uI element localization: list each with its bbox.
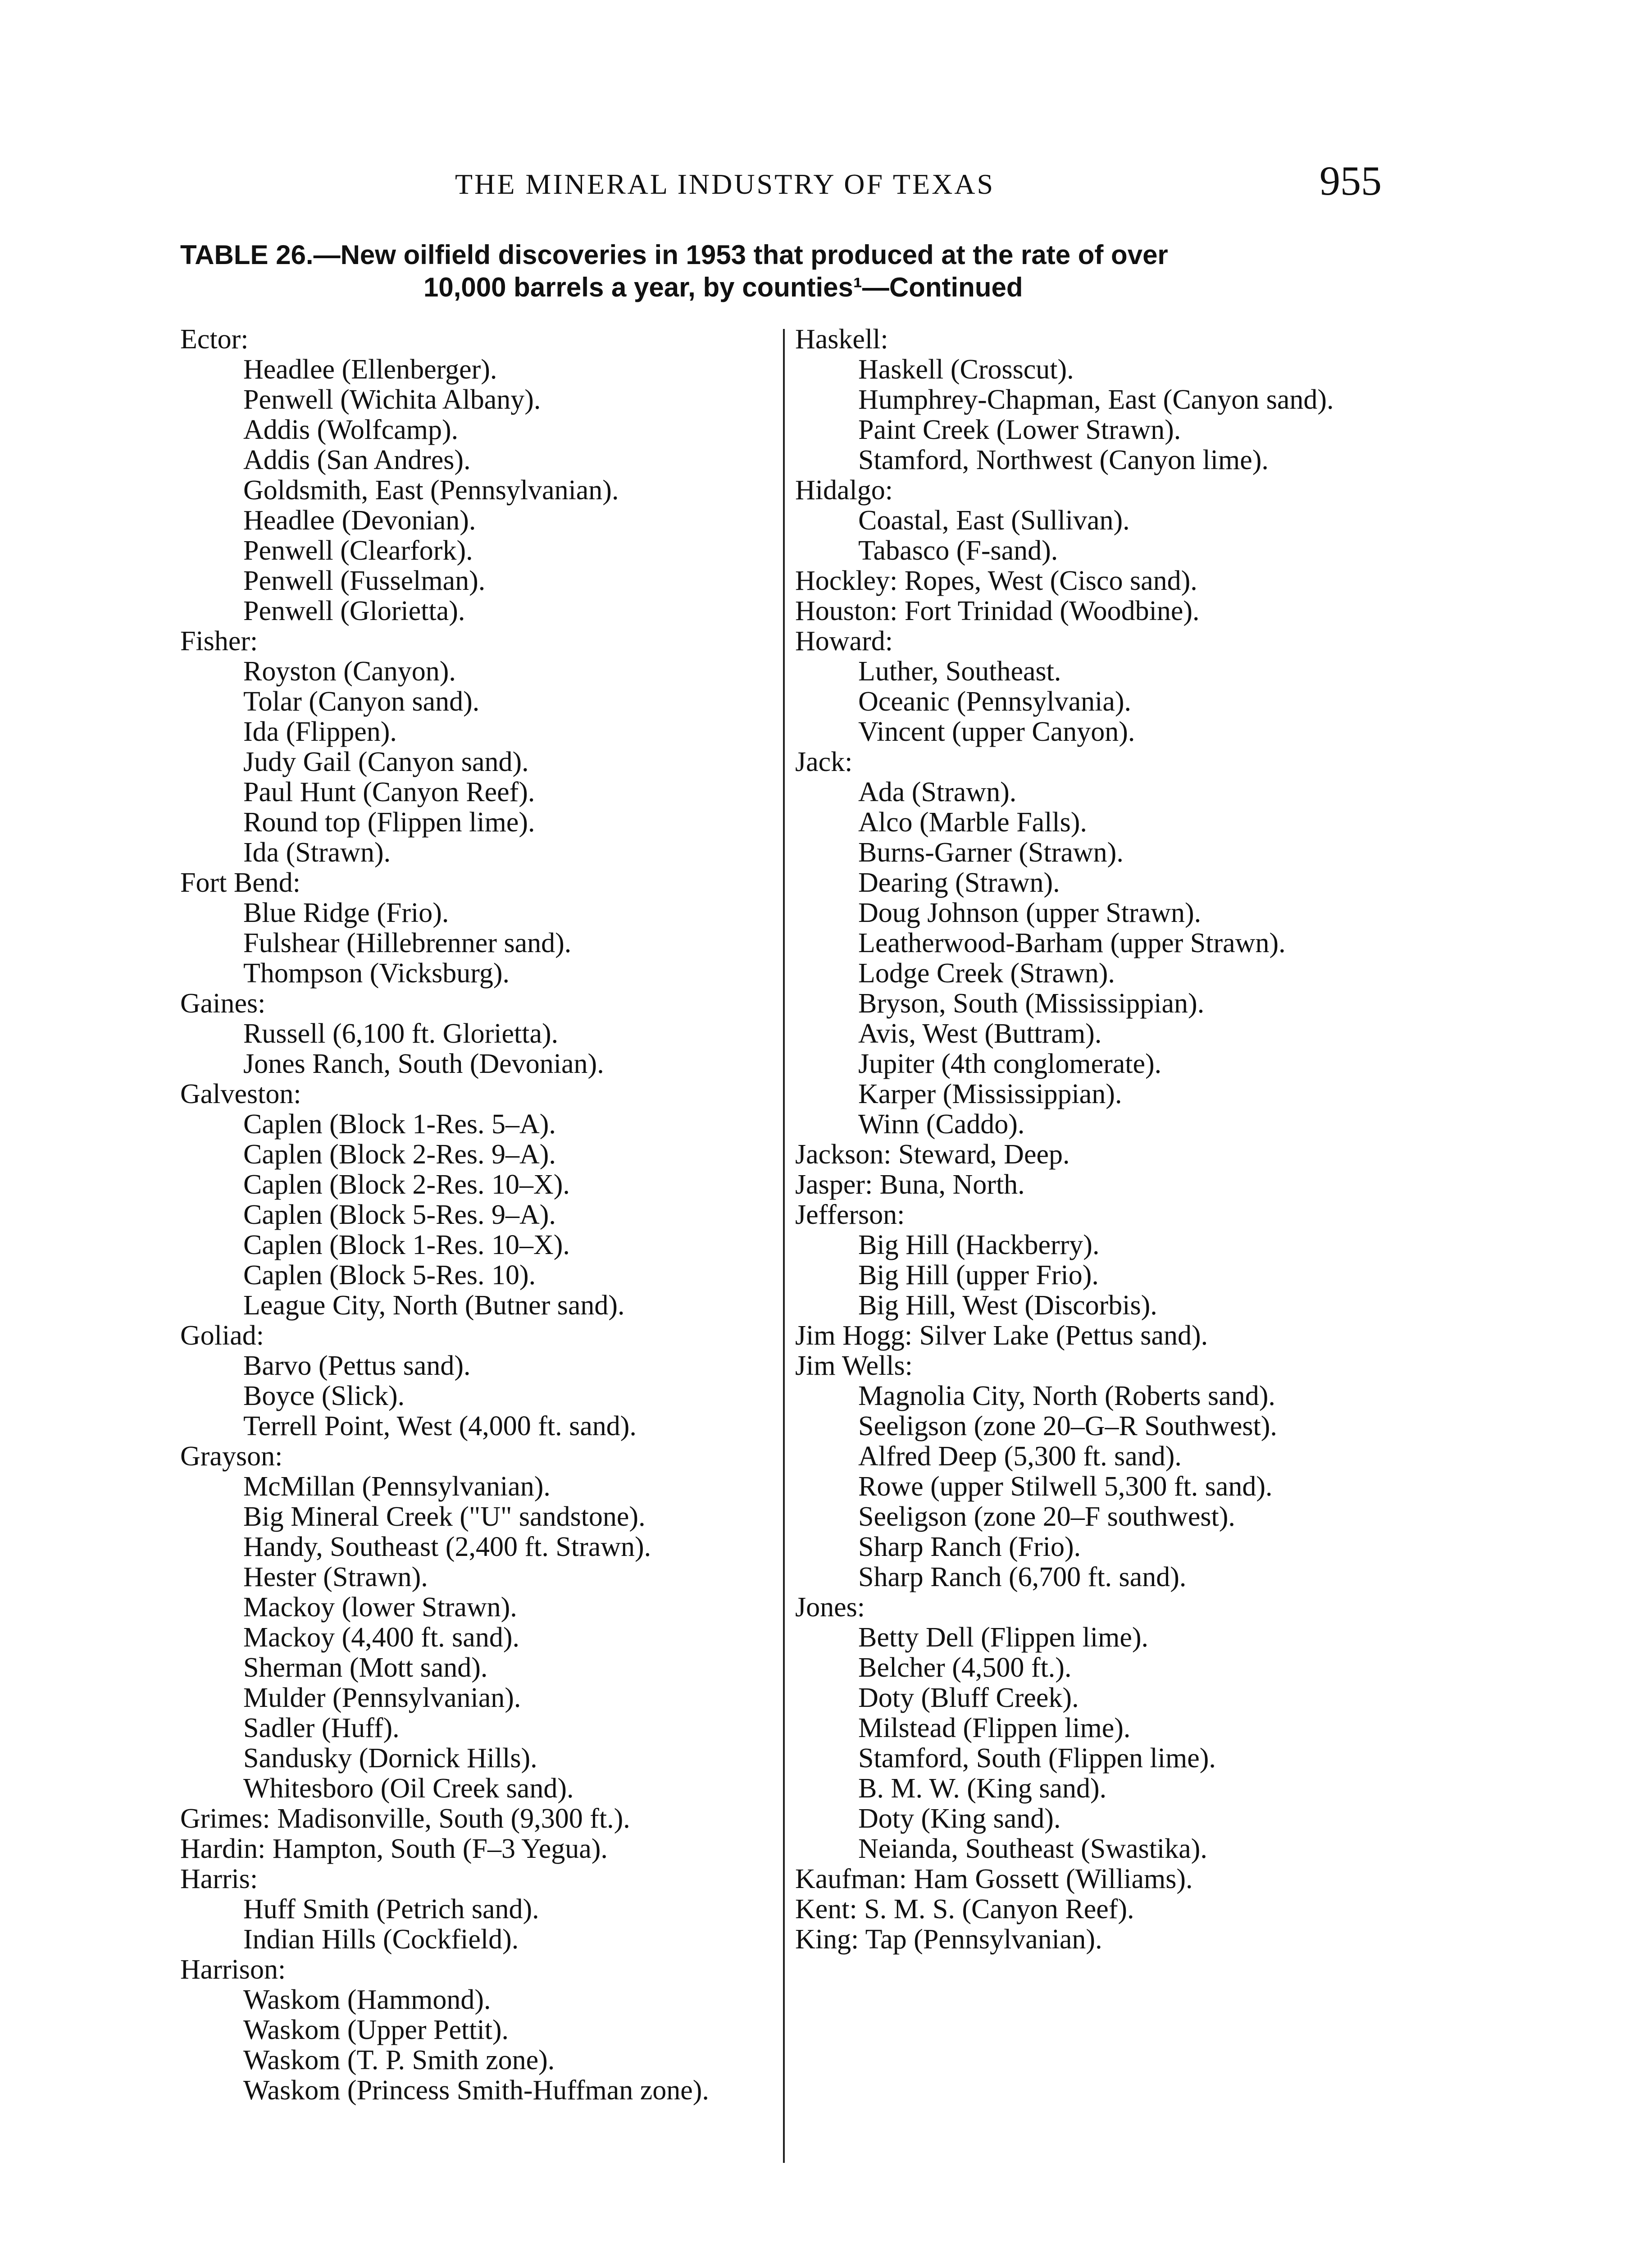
field-entry: Dearing (Strawn). [858, 867, 1060, 898]
field-entry: Addis (San Andres). [243, 445, 471, 475]
field-entry: Jones Ranch, South (Devonian). [243, 1049, 604, 1079]
field-entry: Humphrey-Chapman, East (Canyon sand). [858, 384, 1334, 415]
table-caption [180, 239, 1388, 304]
field-entry: Tolar (Canyon sand). [243, 686, 480, 717]
county-entry: Jones: [795, 1592, 865, 1623]
left-column [180, 324, 770, 2106]
field-entry: Karper (Mississippian). [858, 1079, 1122, 1109]
page-number: 955 [1320, 158, 1382, 204]
field-entry: Milstead (Flippen lime). [858, 1713, 1131, 1743]
field-entry: Stamford, Northwest (Canyon lime). [858, 445, 1269, 475]
field-entry: Waskom (T. P. Smith zone). [243, 2045, 555, 2075]
county-entry: Grayson: [180, 1441, 283, 1472]
field-entry: Alco (Marble Falls). [858, 807, 1087, 838]
field-entry: Doty (Bluff Creek). [858, 1683, 1079, 1713]
field-entry: Paint Creek (Lower Strawn). [858, 415, 1181, 445]
field-entry: Big Hill, West (Discorbis). [858, 1290, 1157, 1321]
page-header [0, 158, 1652, 216]
field-entry: Terrell Point, West (4,000 ft. sand). [243, 1411, 637, 1441]
field-entry: Penwell (Fusselman). [243, 566, 486, 596]
county-entry: Fort Bend: [180, 867, 300, 898]
field-entry: Seeligson (zone 20–F southwest). [858, 1501, 1235, 1532]
field-entry: Oceanic (Pennsylvania). [858, 686, 1131, 717]
county-entry: Jim Wells: [795, 1350, 913, 1381]
field-entry: Alfred Deep (5,300 ft. sand). [858, 1441, 1182, 1472]
field-entry: Big Hill (Hackberry). [858, 1230, 1100, 1260]
field-entry: Ida (Strawn). [243, 837, 391, 868]
county-entry: Jack: [795, 747, 853, 777]
field-entry: League City, North (Butner sand). [243, 1290, 625, 1321]
field-entry: Big Hill (upper Frio). [858, 1260, 1099, 1291]
field-entry: Whitesboro (Oil Creek sand). [243, 1773, 574, 1804]
field-entry: Russell (6,100 ft. Glorietta). [243, 1018, 559, 1049]
field-entry: Sharp Ranch (6,700 ft. sand). [858, 1562, 1187, 1592]
county-entry: Galveston: [180, 1079, 301, 1109]
field-entry: Penwell (Glorietta). [243, 596, 465, 626]
field-entry: Caplen (Block 1-Res. 10–X). [243, 1230, 570, 1260]
field-entry: Burns-Garner (Strawn). [858, 837, 1124, 868]
field-entry: Caplen (Block 2-Res. 10–X). [243, 1169, 570, 1200]
field-entry: Neianda, Southeast (Swastika). [858, 1833, 1207, 1864]
column-divider [783, 329, 785, 2163]
county-entry: Gaines: [180, 988, 266, 1019]
field-entry: Penwell (Clearfork). [243, 535, 473, 566]
field-entry: Bryson, South (Mississippian). [858, 988, 1205, 1019]
field-entry: Caplen (Block 5-Res. 10). [243, 1260, 536, 1291]
county-entry: Hardin: Hampton, South (F–3 Yegua). [180, 1833, 608, 1864]
field-entry: Rowe (upper Stilwell 5,300 ft. sand). [858, 1471, 1273, 1502]
field-entry: Sadler (Huff). [243, 1713, 400, 1743]
county-entry: Kent: S. M. S. (Canyon Reef). [795, 1894, 1134, 1925]
county-entry: Ector: [180, 324, 249, 355]
field-entry: Indian Hills (Cockfield). [243, 1924, 519, 1955]
county-entry: Haskell: [795, 324, 888, 355]
county-entry: Kaufman: Ham Gossett (Williams). [795, 1864, 1193, 1894]
table-caption-line-1: TABLE 26.—New oilfield discoveries in 1953 that produced at the rate of over [180, 240, 1168, 270]
field-entry: Doty (King sand). [858, 1803, 1061, 1834]
county-entry: Goliad: [180, 1320, 264, 1351]
field-entry: Headlee (Devonian). [243, 505, 476, 536]
field-entry: Stamford, South (Flippen lime). [858, 1743, 1216, 1774]
field-entry: Belcher (4,500 ft.). [858, 1652, 1072, 1683]
field-entry: Handy, Southeast (2,400 ft. Strawn). [243, 1532, 651, 1562]
field-entry: Leatherwood-Barham (upper Strawn). [858, 928, 1286, 958]
field-entry: Lodge Creek (Strawn). [858, 958, 1115, 989]
field-entry: Sharp Ranch (Frio). [858, 1532, 1081, 1562]
county-entry: Fisher: [180, 626, 258, 657]
county-entry: Howard: [795, 626, 893, 657]
field-entry: Waskom (Upper Pettit). [243, 2015, 509, 2045]
county-entry: Jim Hogg: Silver Lake (Pettus sand). [795, 1320, 1208, 1351]
field-entry: Waskom (Hammond). [243, 1984, 491, 2015]
field-entry: Mackoy (4,400 ft. sand). [243, 1622, 519, 1653]
county-entry: Hockley: Ropes, West (Cisco sand). [795, 566, 1197, 596]
county-entry: Hidalgo: [795, 475, 893, 506]
field-entry: Caplen (Block 1-Res. 5–A). [243, 1109, 556, 1140]
county-entry: Jefferson: [795, 1199, 905, 1230]
field-entry: Luther, Southeast. [858, 656, 1061, 687]
field-entry: Thompson (Vicksburg). [243, 958, 510, 989]
field-entry: Barvo (Pettus sand). [243, 1350, 471, 1381]
running-head: THE MINERAL INDUSTRY OF TEXAS [455, 168, 995, 200]
field-entry: Penwell (Wichita Albany). [243, 384, 541, 415]
field-entry: Ada (Strawn). [858, 777, 1017, 807]
field-entry: Addis (Wolfcamp). [243, 415, 459, 445]
field-entry: Paul Hunt (Canyon Reef). [243, 777, 535, 807]
county-entry: Grimes: Madisonville, South (9,300 ft.). [180, 1803, 630, 1834]
field-entry: Betty Dell (Flippen lime). [858, 1622, 1149, 1653]
county-entry: Harrison: [180, 1954, 286, 1985]
field-entry: Haskell (Crosscut). [858, 354, 1074, 385]
field-entry: Round top (Flippen lime). [243, 807, 535, 838]
table-caption-line-2: 10,000 barrels a year, by counties¹—Continued [423, 272, 1023, 302]
field-entry: Winn (Caddo). [858, 1109, 1025, 1140]
field-entry: Goldsmith, East (Pennsylvanian). [243, 475, 619, 506]
field-entry: Seeligson (zone 20–G–R Southwest). [858, 1411, 1277, 1441]
right-column [795, 324, 1385, 1955]
county-entry: Harris: [180, 1864, 258, 1894]
field-entry: Avis, West (Buttram). [858, 1018, 1102, 1049]
field-entry: Mulder (Pennsylvanian). [243, 1683, 521, 1713]
field-entry: Caplen (Block 2-Res. 9–A). [243, 1139, 556, 1170]
county-entry: King: Tap (Pennsylvanian). [795, 1924, 1102, 1955]
field-entry: Royston (Canyon). [243, 656, 456, 687]
field-entry: Sherman (Mott sand). [243, 1652, 488, 1683]
field-entry: Hester (Strawn). [243, 1562, 428, 1592]
field-entry: Boyce (Slick). [243, 1381, 405, 1411]
field-entry: Ida (Flippen). [243, 716, 397, 747]
field-entry: Vincent (upper Canyon). [858, 716, 1135, 747]
field-entry: Tabasco (F-sand). [858, 535, 1058, 566]
field-entry: Fulshear (Hillebrenner sand). [243, 928, 572, 958]
field-entry: Magnolia City, North (Roberts sand). [858, 1381, 1275, 1411]
field-entry: Mackoy (lower Strawn). [243, 1592, 517, 1623]
field-entry: Jupiter (4th conglomerate). [858, 1049, 1162, 1079]
field-entry: Headlee (Ellenberger). [243, 354, 497, 385]
field-entry: Blue Ridge (Frio). [243, 898, 449, 928]
field-entry: B. M. W. (King sand). [858, 1773, 1107, 1804]
county-entry: Jackson: Steward, Deep. [795, 1139, 1070, 1170]
field-entry: Coastal, East (Sullivan). [858, 505, 1130, 536]
field-entry: Doug Johnson (upper Strawn). [858, 898, 1201, 928]
field-entry: Sandusky (Dornick Hills). [243, 1743, 537, 1774]
field-entry: Huff Smith (Petrich sand). [243, 1894, 539, 1925]
county-entry: Jasper: Buna, North. [795, 1169, 1025, 1200]
field-entry: Caplen (Block 5-Res. 9–A). [243, 1199, 556, 1230]
field-entry: Judy Gail (Canyon sand). [243, 747, 529, 777]
field-entry: Waskom (Princess Smith-Huffman zone). [243, 2075, 709, 2106]
field-entry: Big Mineral Creek ("U" sandstone). [243, 1501, 646, 1532]
county-entry: Houston: Fort Trinidad (Woodbine). [795, 596, 1200, 626]
field-entry: McMillan (Pennsylvanian). [243, 1471, 551, 1502]
